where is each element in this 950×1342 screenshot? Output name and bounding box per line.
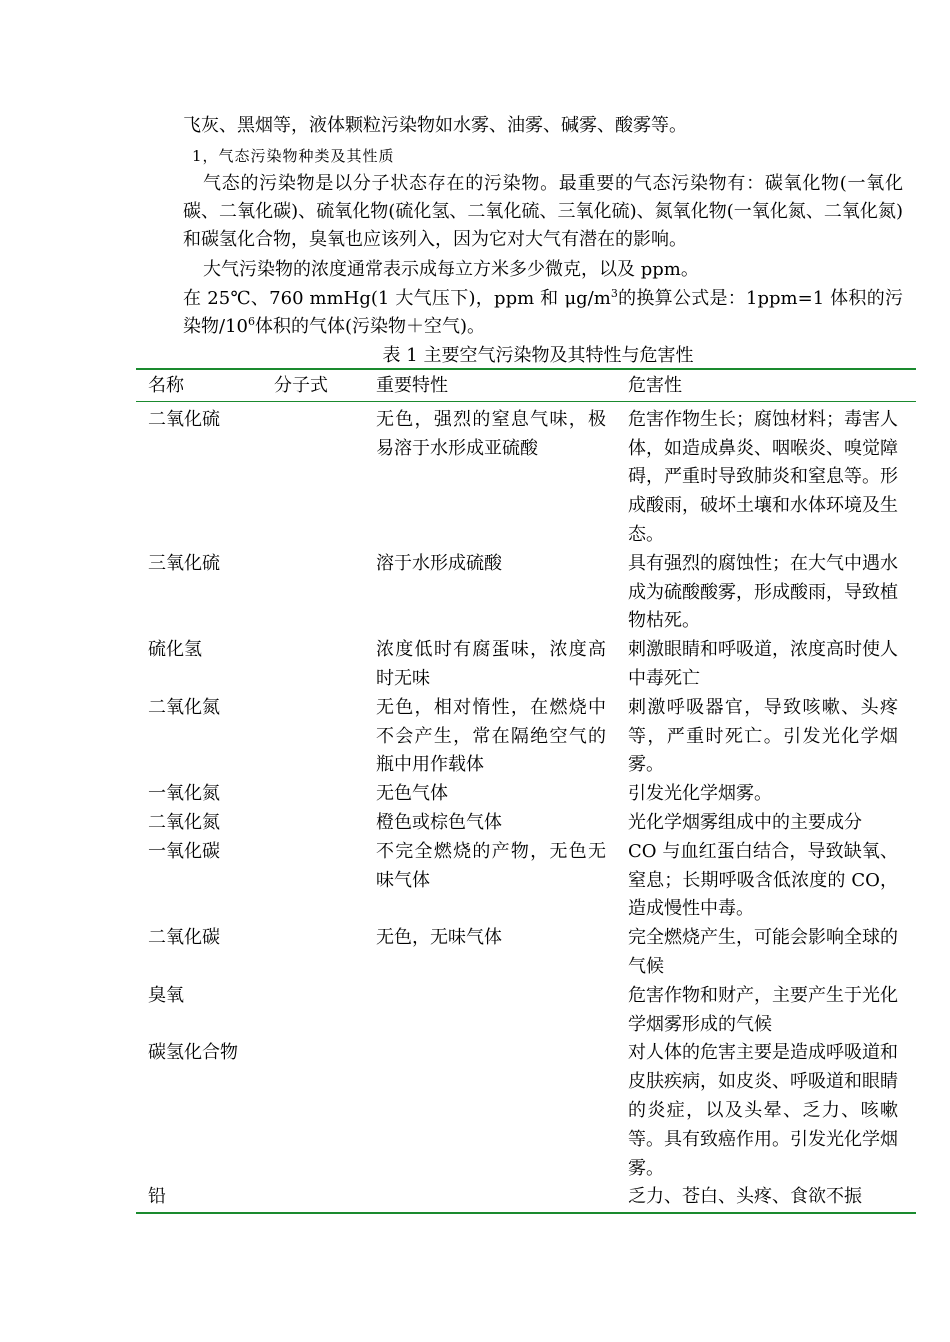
cell-property: 无色，相对惰性，在燃烧中不会产生，常在隔绝空气的瓶中用作载体	[376, 696, 606, 776]
cell-formula	[274, 982, 366, 1040]
cell-hazard: 刺激眼睛和呼吸道，浓度高时使人中毒死亡	[628, 639, 898, 689]
conversion-text-c: 体积的气体(污染物＋空气)。	[254, 316, 486, 337]
cell-formula	[274, 1039, 366, 1183]
cell-formula	[274, 780, 366, 809]
cell-name: 二氧化氮	[148, 696, 220, 718]
cell-hazard: 乏力、苍白、头疼、食欲不振	[628, 1186, 862, 1208]
paragraph-conversion	[183, 285, 903, 341]
cell-formula	[274, 1183, 366, 1212]
table-row	[136, 924, 916, 982]
table-row	[136, 1039, 916, 1183]
cell-name: 硫化氢	[148, 639, 202, 661]
header-formula: 分子式	[274, 375, 328, 396]
cell-property: 浓度低时有腐蛋味，浓度高时无味	[376, 639, 606, 689]
paragraph-gaseous-pollutants: 气态的污染物是以分子状态存在的污染物。最重要的气态污染物有：碳氧化物(一氧化碳、二氧化碳)、硫氧化物(硫化氢、二氧化硫、三氧化硫)、氮氧化物(一氧化氮、二氧化氮)和碳氢化合物，臭氧也应该列入，因为它对大气有潜在的影响。	[183, 173, 903, 250]
table-row	[136, 982, 916, 1040]
cell-hazard: 完全燃烧产生，可能会影响全球的气候	[628, 927, 898, 977]
table-row	[136, 406, 916, 550]
cell-formula	[274, 924, 366, 982]
superscript-3: 3	[610, 287, 618, 300]
section-heading: 1，气态污染物种类及其性质	[192, 147, 395, 165]
cell-property	[366, 1039, 616, 1183]
cell-name: 铅	[148, 1186, 166, 1208]
cell-formula	[274, 694, 366, 780]
cell-hazard: 具有强烈的腐蚀性；在大气中遇水成为硫酸酸雾，形成酸雨，导致植物枯死。	[628, 552, 898, 632]
cell-name: 二氧化硫	[148, 408, 220, 430]
cell-name: 一氧化氮	[148, 783, 220, 805]
table-body	[136, 402, 916, 1212]
cell-property	[366, 1183, 616, 1212]
cell-hazard: 对人体的危害主要是造成呼吸道和皮肤疾病，如皮炎、呼吸道和眼睛的炎症，以及头晕、乏力、咳嗽等。具有致癌作用。引发光化学烟雾。	[628, 1042, 898, 1179]
header-hazard: 危害性	[628, 375, 682, 396]
conversion-text-a: 在 25℃、760 mmHg(1 大气压下)，ppm 和 μg/m	[183, 288, 611, 309]
cell-hazard: 刺激呼吸器官，导致咳嗽、头疼等，严重时死亡。引发光化学烟雾。	[628, 696, 898, 776]
cell-hazard: 危害作物生长；腐蚀材料；毒害人体，如造成鼻炎、咽喉炎、嗅觉障碍，严重时导致肺炎和窒息等。形成酸雨，破坏土壤和水体环境及生态。	[628, 408, 898, 545]
table-row	[136, 550, 916, 636]
table-bottom-rule	[136, 1212, 916, 1214]
conversion-text-b: 的换算公式是：1ppm=1 体积的污染物/10	[183, 288, 903, 337]
cell-name: 碳氢化合物	[148, 1042, 238, 1064]
cell-property: 溶于水形成硫酸	[376, 552, 502, 574]
cell-name: 三氧化硫	[148, 552, 220, 574]
table-row	[136, 809, 916, 838]
paragraph-concentration: 大气污染物的浓度通常表示成每立方米多少微克，以及 ppm。	[203, 259, 699, 280]
header-property: 重要特性	[376, 375, 448, 396]
cell-formula	[274, 809, 366, 838]
table-row	[136, 694, 916, 780]
cell-property: 橙色或棕色气体	[376, 811, 502, 833]
pollutant-table	[136, 368, 916, 1214]
table-row	[136, 780, 916, 809]
cell-property	[366, 982, 616, 1040]
cell-property: 无色，强烈的窒息气味，极易溶于水形成亚硫酸	[376, 408, 606, 459]
cell-hazard: 光化学烟雾组成中的主要成分	[628, 811, 862, 833]
cell-formula	[274, 550, 366, 636]
cell-property: 无色，无味气体	[376, 927, 502, 949]
superscript-6: 6	[247, 315, 255, 328]
cell-name: 一氧化碳	[148, 840, 220, 862]
table-row	[136, 636, 916, 694]
cell-name: 二氧化碳	[148, 927, 220, 949]
cell-hazard: CO 与血红蛋白结合，导致缺氧、窒息；长期呼吸含低浓度的 CO，造成慢性中毒。	[628, 840, 898, 920]
intro-line: 飞灰、黑烟等，液体颗粒污染物如水雾、油雾、碱雾、酸雾等。	[183, 115, 687, 136]
cell-hazard: 引发光化学烟雾。	[628, 783, 772, 805]
cell-hazard: 危害作物和财产，主要产生于光化学烟雾形成的气候	[628, 984, 898, 1035]
cell-formula	[274, 838, 366, 924]
cell-name: 二氧化氮	[148, 811, 220, 833]
cell-property: 无色气体	[376, 783, 448, 805]
cell-formula	[274, 406, 366, 550]
cell-formula	[274, 636, 366, 694]
cell-name: 臭氧	[148, 984, 184, 1006]
header-name: 名称	[148, 375, 184, 396]
table-row	[136, 838, 916, 924]
table-row	[136, 1183, 916, 1212]
table-caption: 表 1 主要空气污染物及其特性与危害性	[382, 345, 694, 366]
table-header-row	[136, 370, 916, 401]
cell-property: 不完全燃烧的产物，无色无味气体	[376, 840, 606, 891]
